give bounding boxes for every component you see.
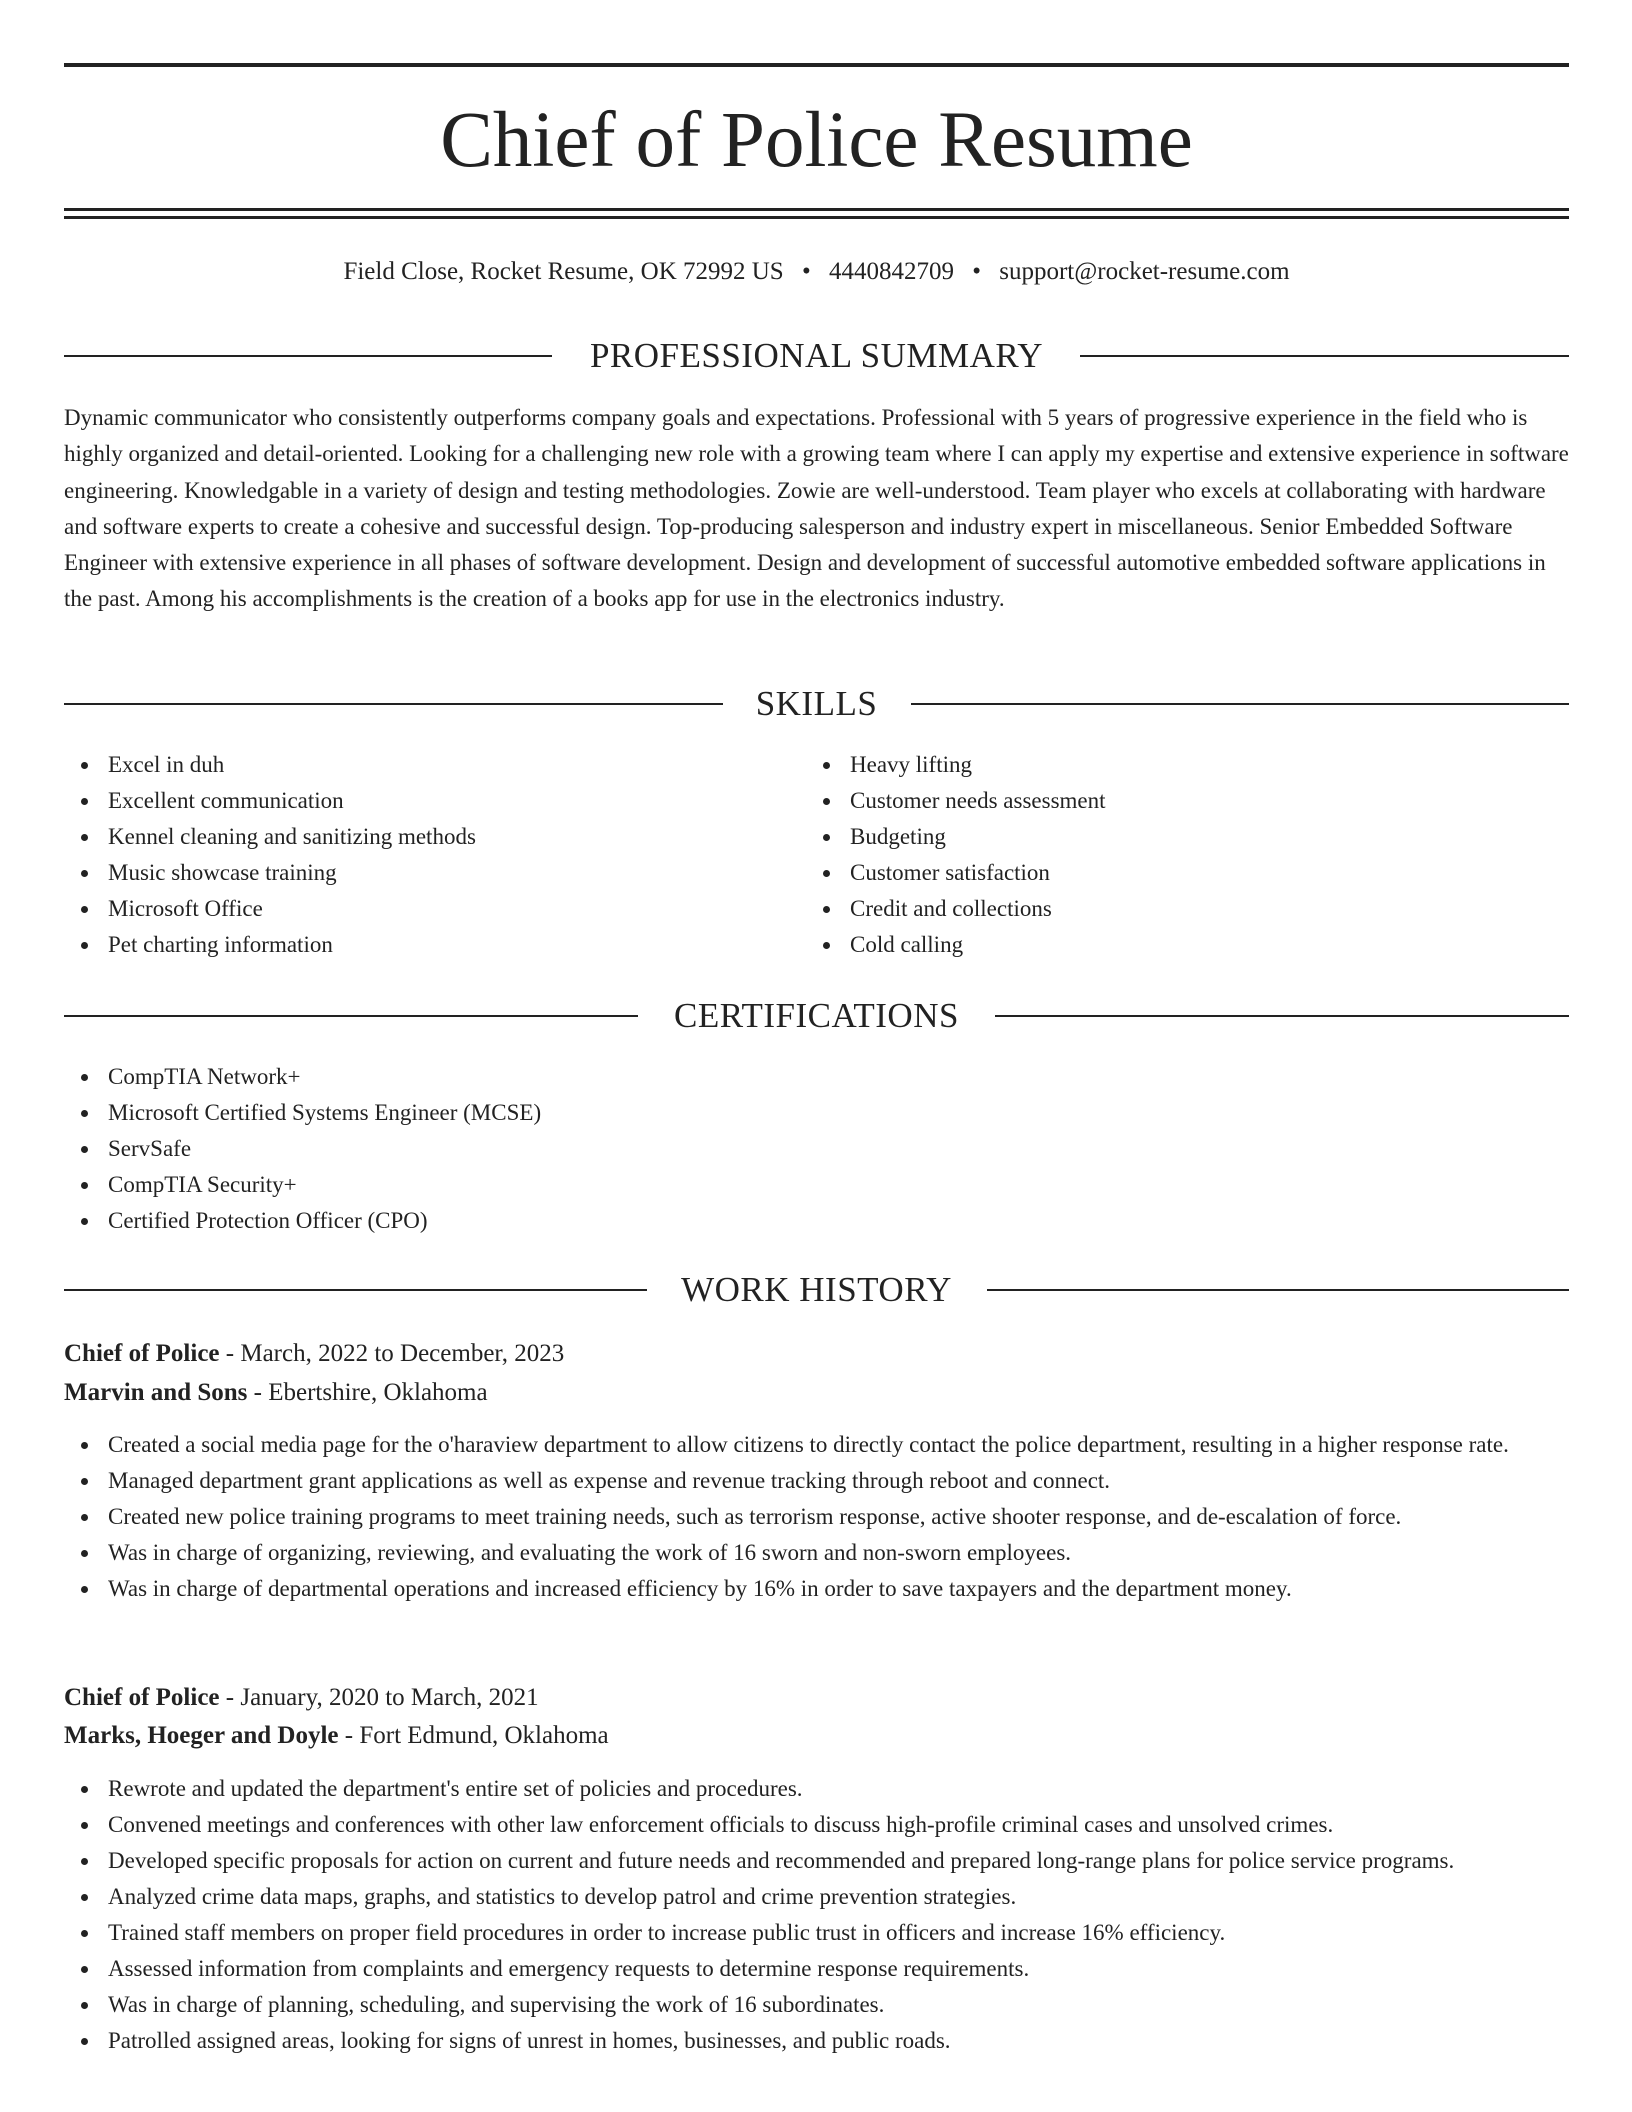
header-double-rule-lower (64, 216, 1569, 219)
job-company: Marvin and Sons (64, 1379, 248, 1406)
section-rule-right (911, 703, 1569, 705)
bullet-icon (81, 1930, 88, 1937)
contact-address: Field Close, Rocket Resume, OK 72992 US (343, 258, 784, 285)
bullet-icon (81, 1550, 88, 1557)
skill-item: Excellent communication (64, 783, 804, 819)
section-header-summary (64, 331, 1569, 381)
skill-item: Pet charting information (64, 927, 804, 963)
bullet-icon (81, 2002, 88, 2009)
skill-item: Credit and collections (806, 891, 1546, 927)
section-rule-right (1080, 355, 1569, 357)
job-bullet: Trained staff members on proper field procedures in order to increase public trust in officers and increase 16% efficiency. (64, 1915, 1569, 1951)
bullet-icon (823, 834, 830, 841)
bullet-icon (81, 1182, 88, 1189)
skills-list-right (806, 747, 1546, 963)
contact-separator: • (972, 258, 981, 285)
bullet-icon (81, 870, 88, 877)
bullet-icon (81, 1514, 88, 1521)
bullet-icon (81, 1858, 88, 1865)
contact-line (64, 254, 1569, 290)
section-header-work-history (64, 1265, 1569, 1315)
bullet-icon (823, 798, 830, 805)
bullet-icon (81, 1218, 88, 1225)
skill-item: Kennel cleaning and sanitizing methods (64, 819, 804, 855)
job-bullet: Was in charge of planning, scheduling, and supervising the work of 16 subordinates. (64, 1987, 1569, 2023)
bullet-icon (81, 1074, 88, 1081)
bullet-icon (81, 1478, 88, 1485)
contact-email: support@rocket-resume.com (999, 258, 1290, 285)
header-double-rule-upper (64, 208, 1569, 211)
job-title-line (64, 1335, 564, 1373)
job-title: Chief of Police (64, 1340, 220, 1367)
page-title: Chief of Police Resume (440, 97, 1193, 184)
certification-item: ServSafe (64, 1131, 1569, 1167)
section-title-work-history: WORK HISTORY (681, 1270, 952, 1309)
bullet-icon (81, 1146, 88, 1153)
job-dates: - January, 2020 to March, 2021 (219, 1684, 539, 1711)
skills-list-left (64, 747, 804, 963)
job-dates: - March, 2022 to December, 2023 (219, 1340, 565, 1367)
section-header-skills (64, 679, 1569, 729)
certifications-list (64, 1059, 1569, 1239)
job-company: Marks, Hoeger and Doyle (64, 1722, 339, 1749)
section-title-summary: PROFESSIONAL SUMMARY (589, 336, 1044, 375)
job-bullets (64, 1427, 1569, 1607)
header-top-rule (64, 63, 1569, 67)
job-company-line (64, 1374, 488, 1412)
job-bullet: Patrolled assigned areas, looking for signs of unrest in homes, businesses, and public roads. (64, 2023, 1569, 2059)
job-bullet: Analyzed crime data maps, graphs, and statistics to develop patrol and crime prevention strategies. (64, 1879, 1569, 1915)
certification-item: Microsoft Certified Systems Engineer (MCSE) (64, 1095, 1569, 1131)
contact-phone: 4440842709 (828, 258, 954, 285)
skill-item: Music showcase training (64, 855, 804, 891)
bullet-icon (823, 906, 830, 913)
skill-item: Budgeting (806, 819, 1546, 855)
section-rule-right (995, 1015, 1569, 1017)
job-bullet: Developed specific proposals for action on current and future needs and recommended and prepared long-range plans for police service programs. (64, 1843, 1569, 1879)
section-rule-right (987, 1289, 1569, 1291)
bullet-icon (81, 834, 88, 841)
section-title-certifications: CERTIFICATIONS (674, 996, 959, 1035)
skill-item: Customer satisfaction (806, 855, 1546, 891)
bullet-icon (823, 762, 830, 769)
job-bullet: Was in charge of organizing, reviewing, and evaluating the work of 16 sworn and non-sworn employees. (64, 1535, 1569, 1571)
job-bullet: Was in charge of departmental operations and increased efficiency by 16% in order to save taxpayers and the department money. (64, 1571, 1569, 1607)
job-title-line (64, 1679, 539, 1717)
job-bullet: Assessed information from complaints and emergency requests to determine response requirements. (64, 1951, 1569, 1987)
bullet-icon (81, 1786, 88, 1793)
job-bullet: Managed department grant applications as well as expense and revenue tracking through reboot and connect. (64, 1463, 1569, 1499)
bullet-icon (81, 942, 88, 949)
section-title-skills: SKILLS (755, 684, 878, 723)
job-bullet: Convened meetings and conferences with other law enforcement officials to discuss high-profile criminal cases and unsolved crimes. (64, 1807, 1569, 1843)
bullet-icon (81, 2038, 88, 2045)
certification-item: Certified Protection Officer (CPO) (64, 1203, 1569, 1239)
bullet-icon (81, 1894, 88, 1901)
bullet-icon (823, 942, 830, 949)
skill-item: Customer needs assessment (806, 783, 1546, 819)
job-location: - Fort Edmund, Oklahoma (338, 1722, 609, 1749)
skill-item: Excel in duh (64, 747, 804, 783)
job-title: Chief of Police (64, 1684, 220, 1711)
bullet-icon (81, 1966, 88, 1973)
certification-item: CompTIA Network+ (64, 1059, 1569, 1095)
bullet-icon (81, 1586, 88, 1593)
skill-item: Cold calling (806, 927, 1546, 963)
job-company-line (64, 1717, 609, 1755)
job-bullet: Created new police training programs to meet training needs, such as terrorism response, active shooter response, and de-escalation of force. (64, 1499, 1569, 1535)
bullet-icon (81, 906, 88, 913)
contact-separator: • (801, 258, 811, 285)
bullet-icon (823, 870, 830, 877)
skill-item: Microsoft Office (64, 891, 804, 927)
certification-item: CompTIA Security+ (64, 1167, 1569, 1203)
job-bullets (64, 1771, 1569, 2059)
job-bullet: Created a social media page for the o'haraview department to allow citizens to directly contact the police department, resulting in a higher response rate. (64, 1427, 1569, 1463)
job-bullet: Rewrote and updated the department's entire set of policies and procedures. (64, 1771, 1569, 1807)
bullet-icon (81, 798, 88, 805)
bullet-icon (81, 1822, 88, 1829)
bullet-icon (81, 1442, 88, 1449)
bullet-icon (81, 762, 88, 769)
summary-text: Dynamic communicator who consistently outperforms company goals and expectations. Professional with 5 years of progressive experience in the field who is highly organized and detail-oriented. Looking for a challenging new role with a growing team where I can apply my expertise and extensive experience in software engineering. Knowledgable in a variety of design and testing methodologies. Zowie are well-understood. Team player who excels at collaborating with hardware and software experts to create a cohesive and successful design. Top-producing salesperson and industry expert in miscellaneous. Senior Embedded Software Engineer with extensive experience in all phases of software development. Design and development of successful automotive embedded software applications in the past. Among his accomplishments is the creation of a books app for use in the electronics industry. (64, 405, 1569, 612)
skill-item: Heavy lifting (806, 747, 1546, 783)
job-location: - Ebertshire, Oklahoma (247, 1379, 488, 1406)
bullet-icon (81, 1110, 88, 1117)
section-header-certifications (64, 991, 1569, 1041)
